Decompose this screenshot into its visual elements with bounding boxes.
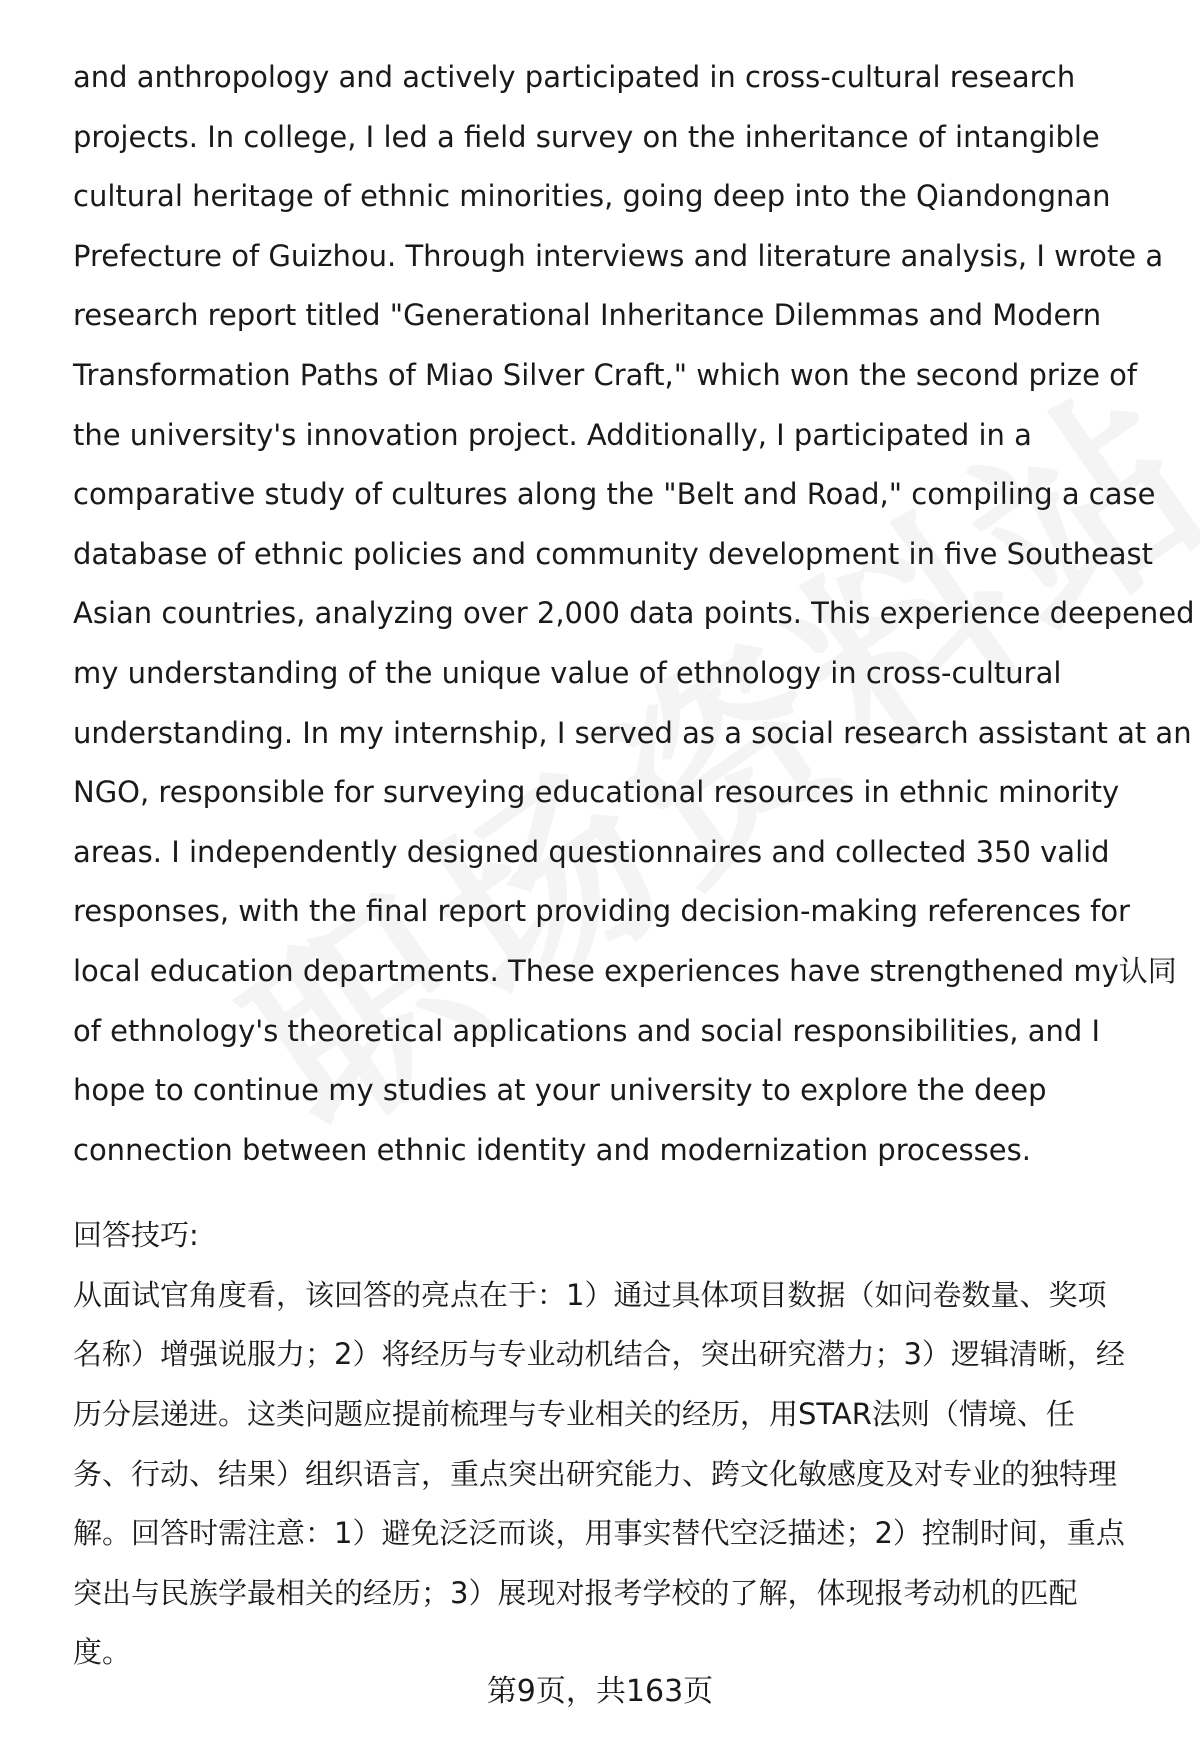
page-number-footer: 第9页，共163页 bbox=[486, 1674, 714, 1709]
body-line: understanding. In my internship, I served as a social research assistant at an bbox=[73, 715, 1192, 750]
body-line: and anthropology and actively participated in cross-cultural research bbox=[73, 60, 1076, 94]
tips-line: 突出与民族学最相关的经历；3）展现对报考学校的了解，体现报考动机的匹配 bbox=[73, 1575, 1078, 1610]
tips-line: 务、行动、结果）组织语言，重点突出研究能力、跨文化敏感度及对专业的独特理 bbox=[73, 1456, 1118, 1491]
tips-heading: 回答技巧: bbox=[73, 1218, 199, 1253]
body-line: database of ethnic policies and community development in five Southeast bbox=[73, 536, 1154, 571]
body-line: Prefecture of Guizhou. Through interviews and literature analysis, I wrote a bbox=[73, 238, 1164, 273]
body-line: Transformation Paths of Miao Silver Craft," which won the second prize of bbox=[73, 357, 1138, 392]
body-line: the university's innovation project. Additionally, I participated in a bbox=[73, 417, 1032, 452]
tips-line: 历分层递进。这类问题应提前梳理与专业相关的经历，用STAR法则（情境、任 bbox=[73, 1397, 1075, 1432]
body-line: connection between ethnic identity and modernization processes. bbox=[73, 1132, 1031, 1167]
body-line: my understanding of the unique value of ethnology in cross-cultural bbox=[73, 655, 1062, 690]
body-line: projects. In college, I led a field survey on the inheritance of intangible bbox=[73, 119, 1100, 154]
answer-body bbox=[73, 48, 1195, 1180]
document-page bbox=[73, 48, 1195, 1683]
body-line: responses, with the final report providing decision-making references for bbox=[73, 894, 1130, 929]
tips-line: 度。 bbox=[73, 1635, 132, 1670]
body-line: research report titled "Generational Inheritance Dilemmas and Modern bbox=[73, 298, 1102, 333]
answer-tips bbox=[73, 1206, 1153, 1683]
body-line: local education departments. These experiences have strengthened my认同 bbox=[73, 953, 1177, 988]
body-line: of ethnology's theoretical applications and social responsibilities, and I bbox=[73, 1013, 1101, 1048]
body-line: hope to continue my studies at your university to explore the deep bbox=[73, 1073, 1047, 1108]
tips-line: 解。回答时需注意：1）避免泛泛而谈，用事实替代空泛描述；2）控制时间，重点 bbox=[73, 1516, 1125, 1551]
body-line: comparative study of cultures along the "Belt and Road," compiling a case bbox=[73, 477, 1156, 512]
body-line: cultural heritage of ethnic minorities, going deep into the Qiandongnan bbox=[73, 179, 1111, 214]
tips-line: 名称）增强说服力；2）将经历与专业动机结合，突出研究潜力；3）逻辑清晰，经 bbox=[73, 1337, 1125, 1372]
tips-line: 从面试官角度看，该回答的亮点在于：1）通过具体项目数据（如问卷数量、奖项 bbox=[73, 1277, 1107, 1312]
body-line: NGO, responsible for surveying educational resources in ethnic minority bbox=[73, 775, 1120, 810]
body-line: Asian countries, analyzing over 2,000 data points. This experience deepened bbox=[73, 596, 1195, 631]
body-line: areas. I independently designed questionnaires and collected 350 valid bbox=[73, 834, 1110, 869]
